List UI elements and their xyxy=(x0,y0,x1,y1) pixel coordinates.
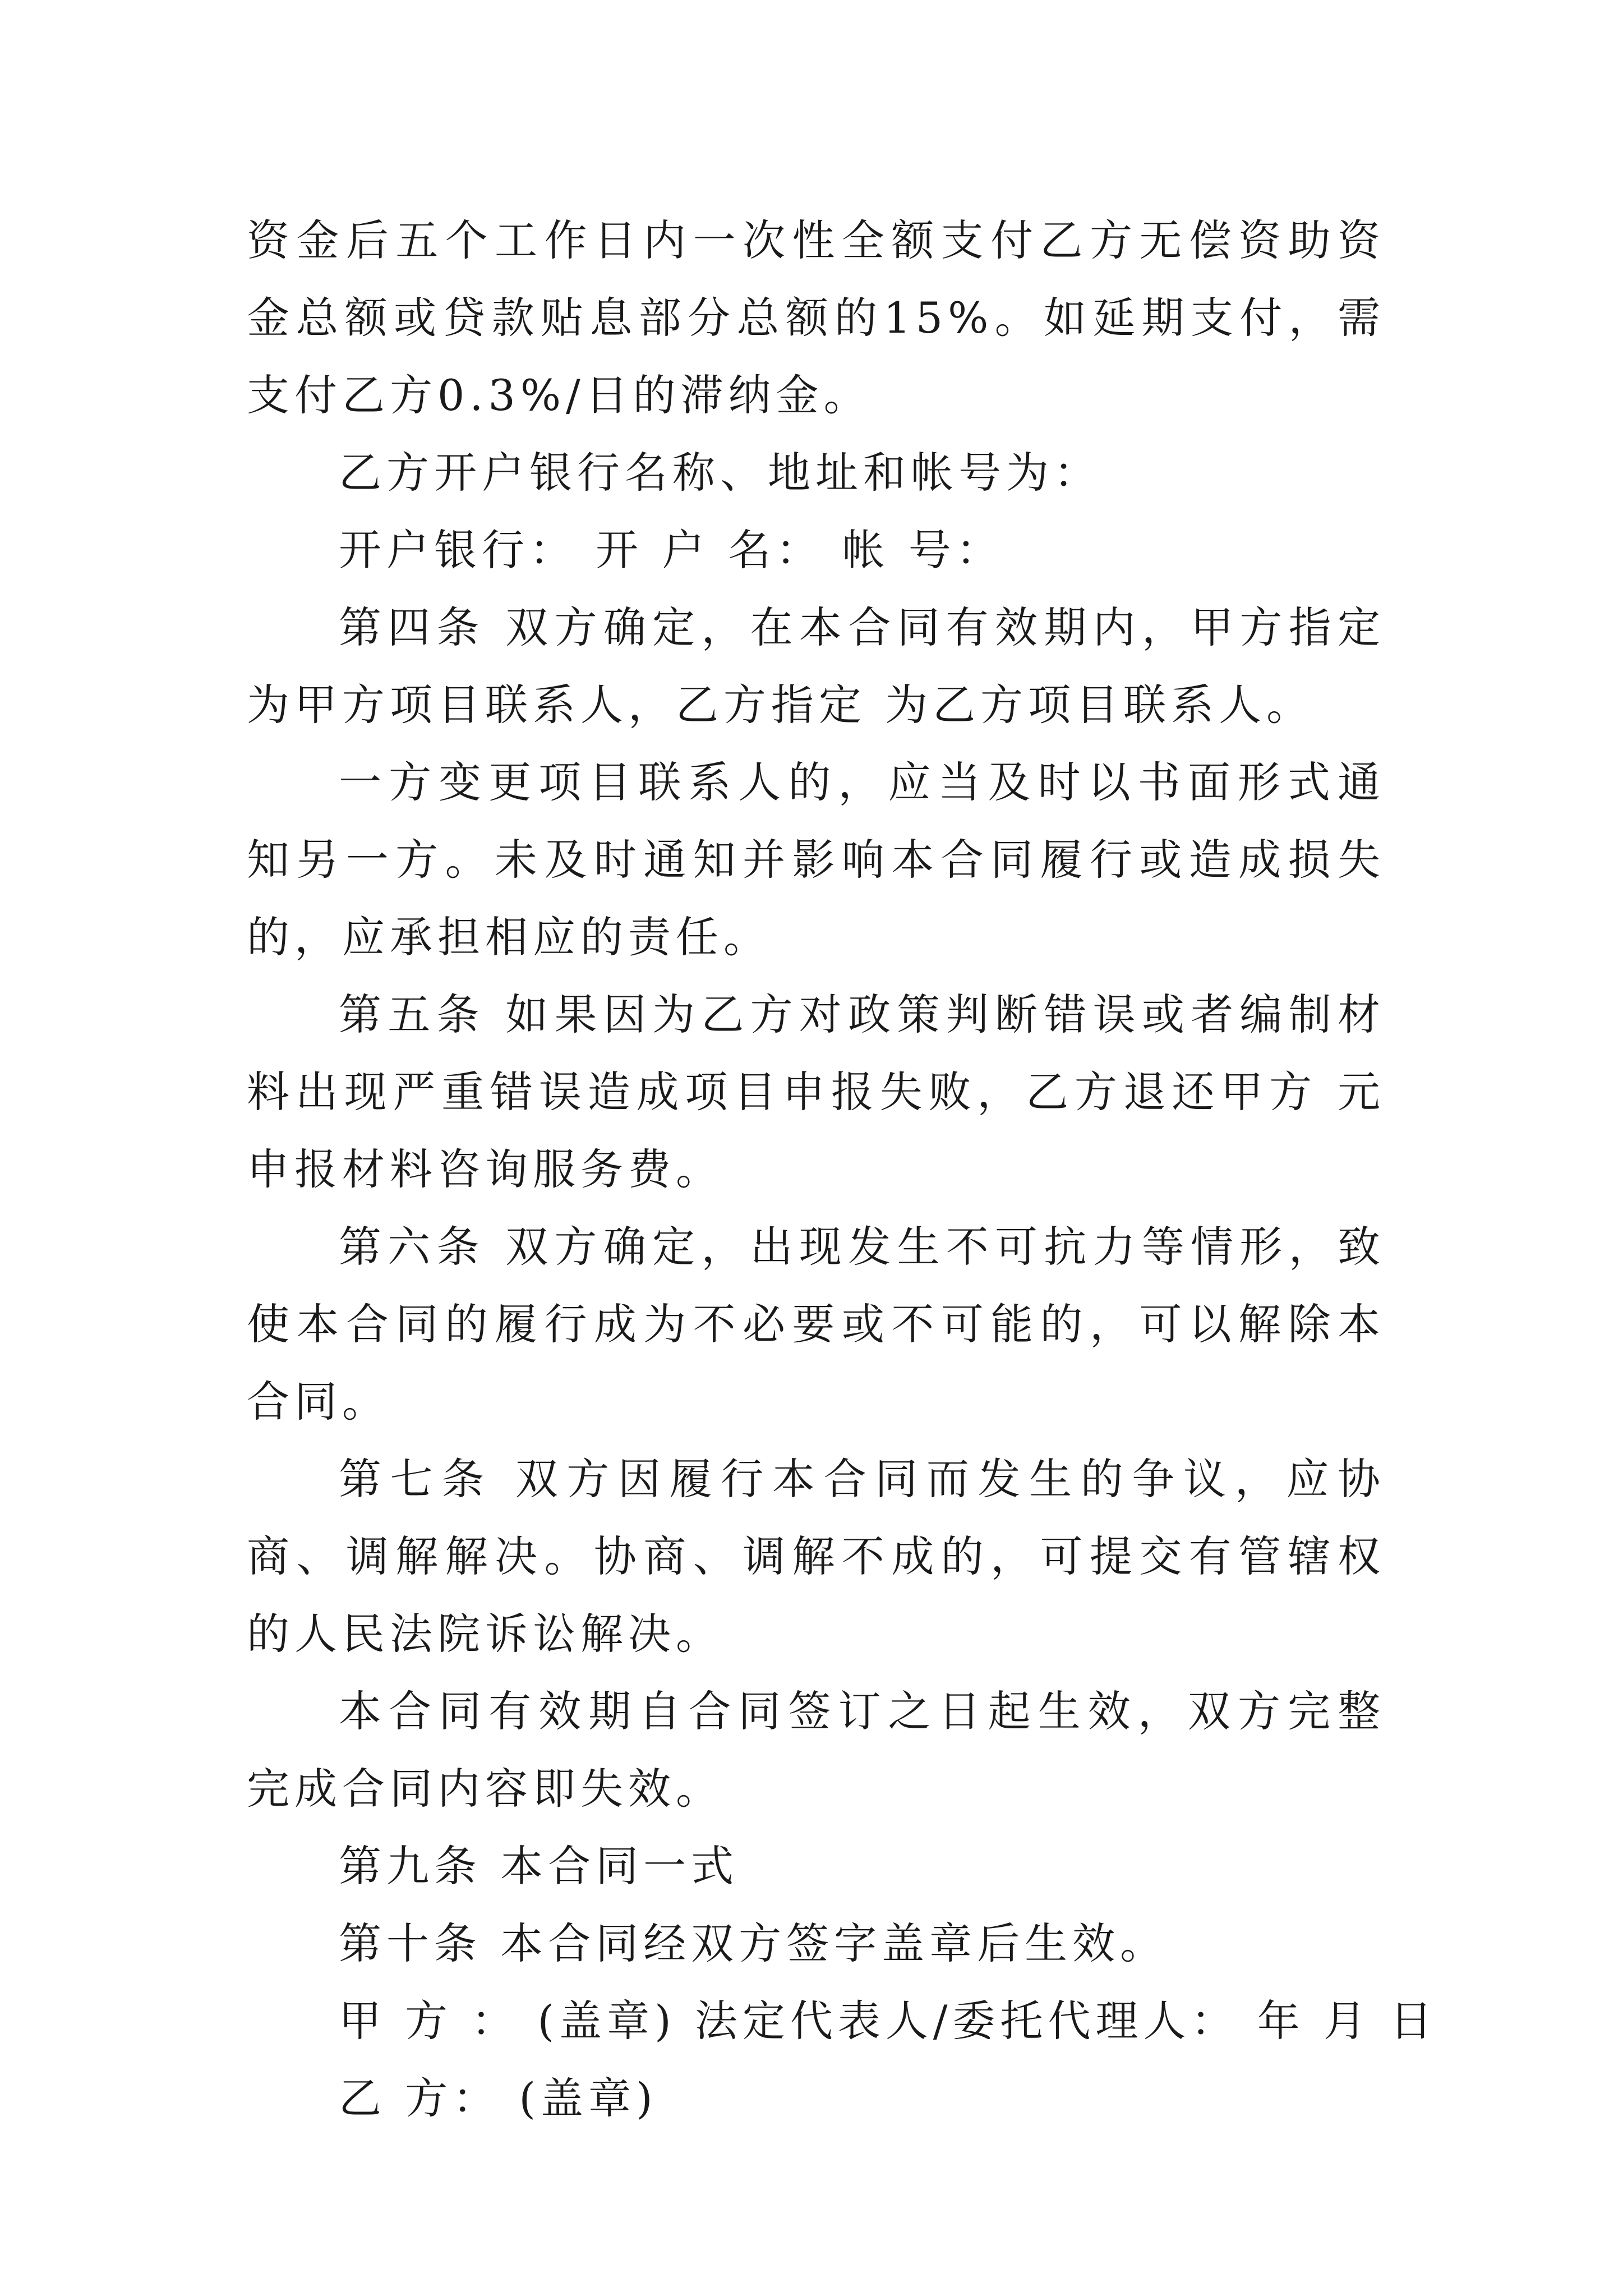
paragraph-article-9: 第九条 本合同一式 xyxy=(339,1841,739,1891)
paragraph-payment-terms: 资金后五个工作日内一次性全额支付乙方无偿资助资金总额或贷款贴息部分总额的15%。如延期支付，需支付乙方0.3%/日的滞纳金。 xyxy=(247,215,1385,420)
signature-party-b: 乙 方： (盖章) xyxy=(339,2073,658,2123)
paragraph-contact-change: 一方变更项目联系人的，应当及时以书面形式通知另一方。未及时通知并影响本合同履行或造成损失的，应承担相应的责任。 xyxy=(247,757,1385,962)
paragraph-bank-info-intro: 乙方开户银行名称、地址和帐号为： xyxy=(339,448,1101,498)
paragraph-article-4: 第四条 双方确定，在本合同有效期内，甲方指定为甲方项目联系人，乙方指定 为乙方项目联系人。 xyxy=(247,602,1385,730)
paragraph-article-6: 第六条 双方确定，出现发生不可抗力等情形，致使本合同的履行成为不必要或不可能的，可以解除本合同。 xyxy=(247,1222,1385,1427)
paragraph-bank-fields: 开户银行： 开 户 名： 帐 号： xyxy=(339,525,1004,575)
paragraph-validity: 本合同有效期自合同签订之日起生效，双方完整完成合同内容即失效。 xyxy=(247,1686,1385,1814)
document-body xyxy=(247,202,1438,2137)
paragraph-article-5: 第五条 如果因为乙方对政策判断错误或者编制材料出现严重错误造成项目申报失败，乙方退还甲方 元申报材料咨询服务费。 xyxy=(247,990,1385,1194)
paragraph-article-10: 第十条 本合同经双方签字盖章后生效。 xyxy=(339,1918,1168,1968)
signature-party-a: 甲 方 ： (盖章) 法定代表人/委托代理人： 年 月 日 xyxy=(339,1996,1438,2046)
paragraph-article-7: 第七条 双方因履行本合同而发生的争议，应协商、调解解决。协商、调解不成的，可提交有管辖权的人民法院诉讼解决。 xyxy=(247,1454,1385,1659)
